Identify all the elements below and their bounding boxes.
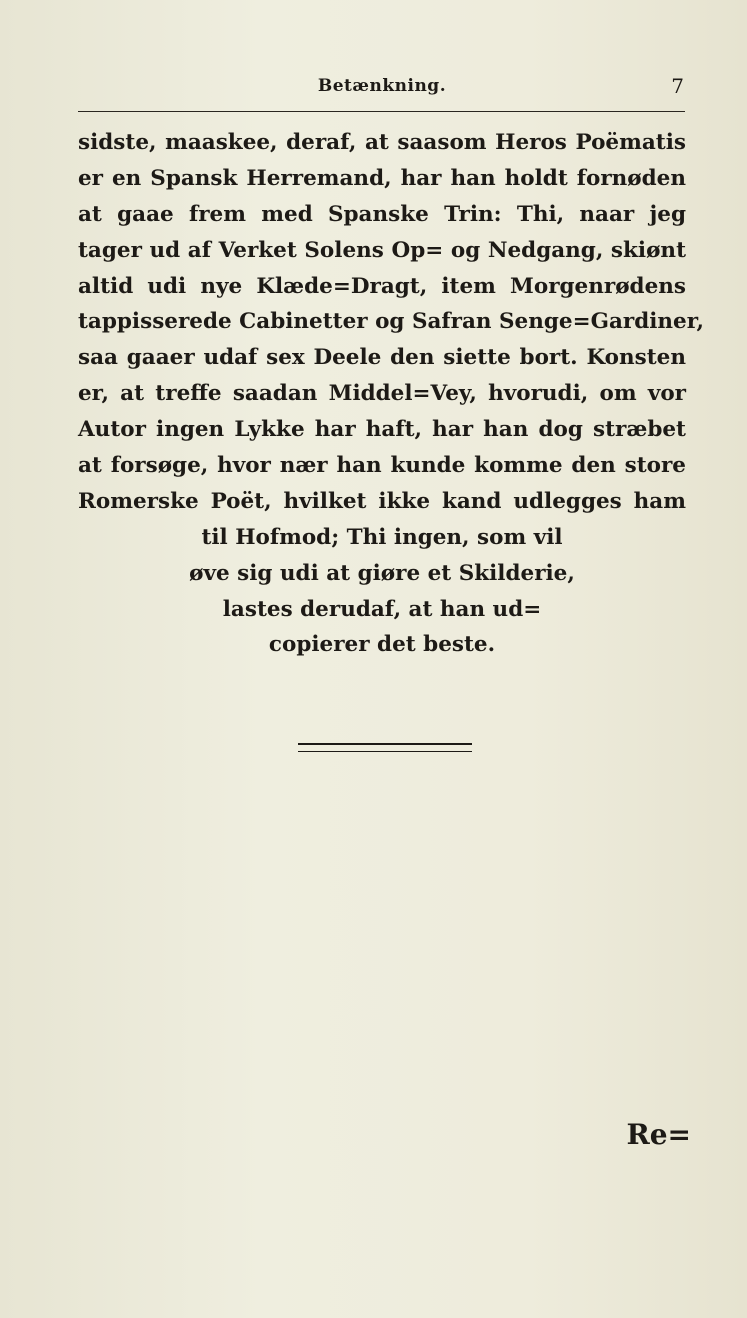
text-line: Autor ingen Lykke har haft, har han dog stræbet — [78, 417, 686, 443]
text-line: til Hofmod; Thi ingen, som vil — [201, 524, 563, 550]
catchword: Re= — [626, 1118, 691, 1151]
header-rule — [78, 111, 685, 112]
text-line: tager ud af Verket Solens Op= og Nedgang, skiønt — [78, 237, 686, 263]
text-line: øve sig udi at giøre et Skilderie, — [189, 560, 575, 586]
text-line: er, at treffe saadan Middel=Vey, hvorudi, om vor — [78, 381, 686, 407]
text-line: sidste, maaskee, deraf, at saasom Heros Poëmatis — [78, 130, 686, 155]
text-line: at gaae frem med Spanske Trin: Thi, naar jeg — [78, 201, 686, 227]
text-line: er en Spansk Herremand, har han holdt fornøden — [78, 165, 686, 191]
end-ornament-rule — [298, 743, 472, 752]
running-title: Betænkning. — [317, 76, 447, 96]
text-line: altid udi nye Klæde=Dragt, item Morgenrødens — [78, 273, 686, 299]
text-line: saa gaaer udaf sex Deele den siette bort. Konsten — [78, 345, 686, 371]
page-number: 7 — [671, 74, 684, 98]
text-line: at forsøge, hvor nær han kunde komme den store — [78, 453, 686, 479]
text-line: tappisserede Cabinetter og Safran Senge=Gardiner, — [78, 309, 704, 335]
text-line: lastes derudaf, at han ud= — [222, 596, 542, 622]
text-line: Romerske Poët, hvilket ikke kand udlegges ham — [78, 488, 686, 514]
running-head — [78, 74, 686, 104]
text-line: copierer det beste. — [268, 632, 496, 658]
body-text — [78, 125, 704, 663]
